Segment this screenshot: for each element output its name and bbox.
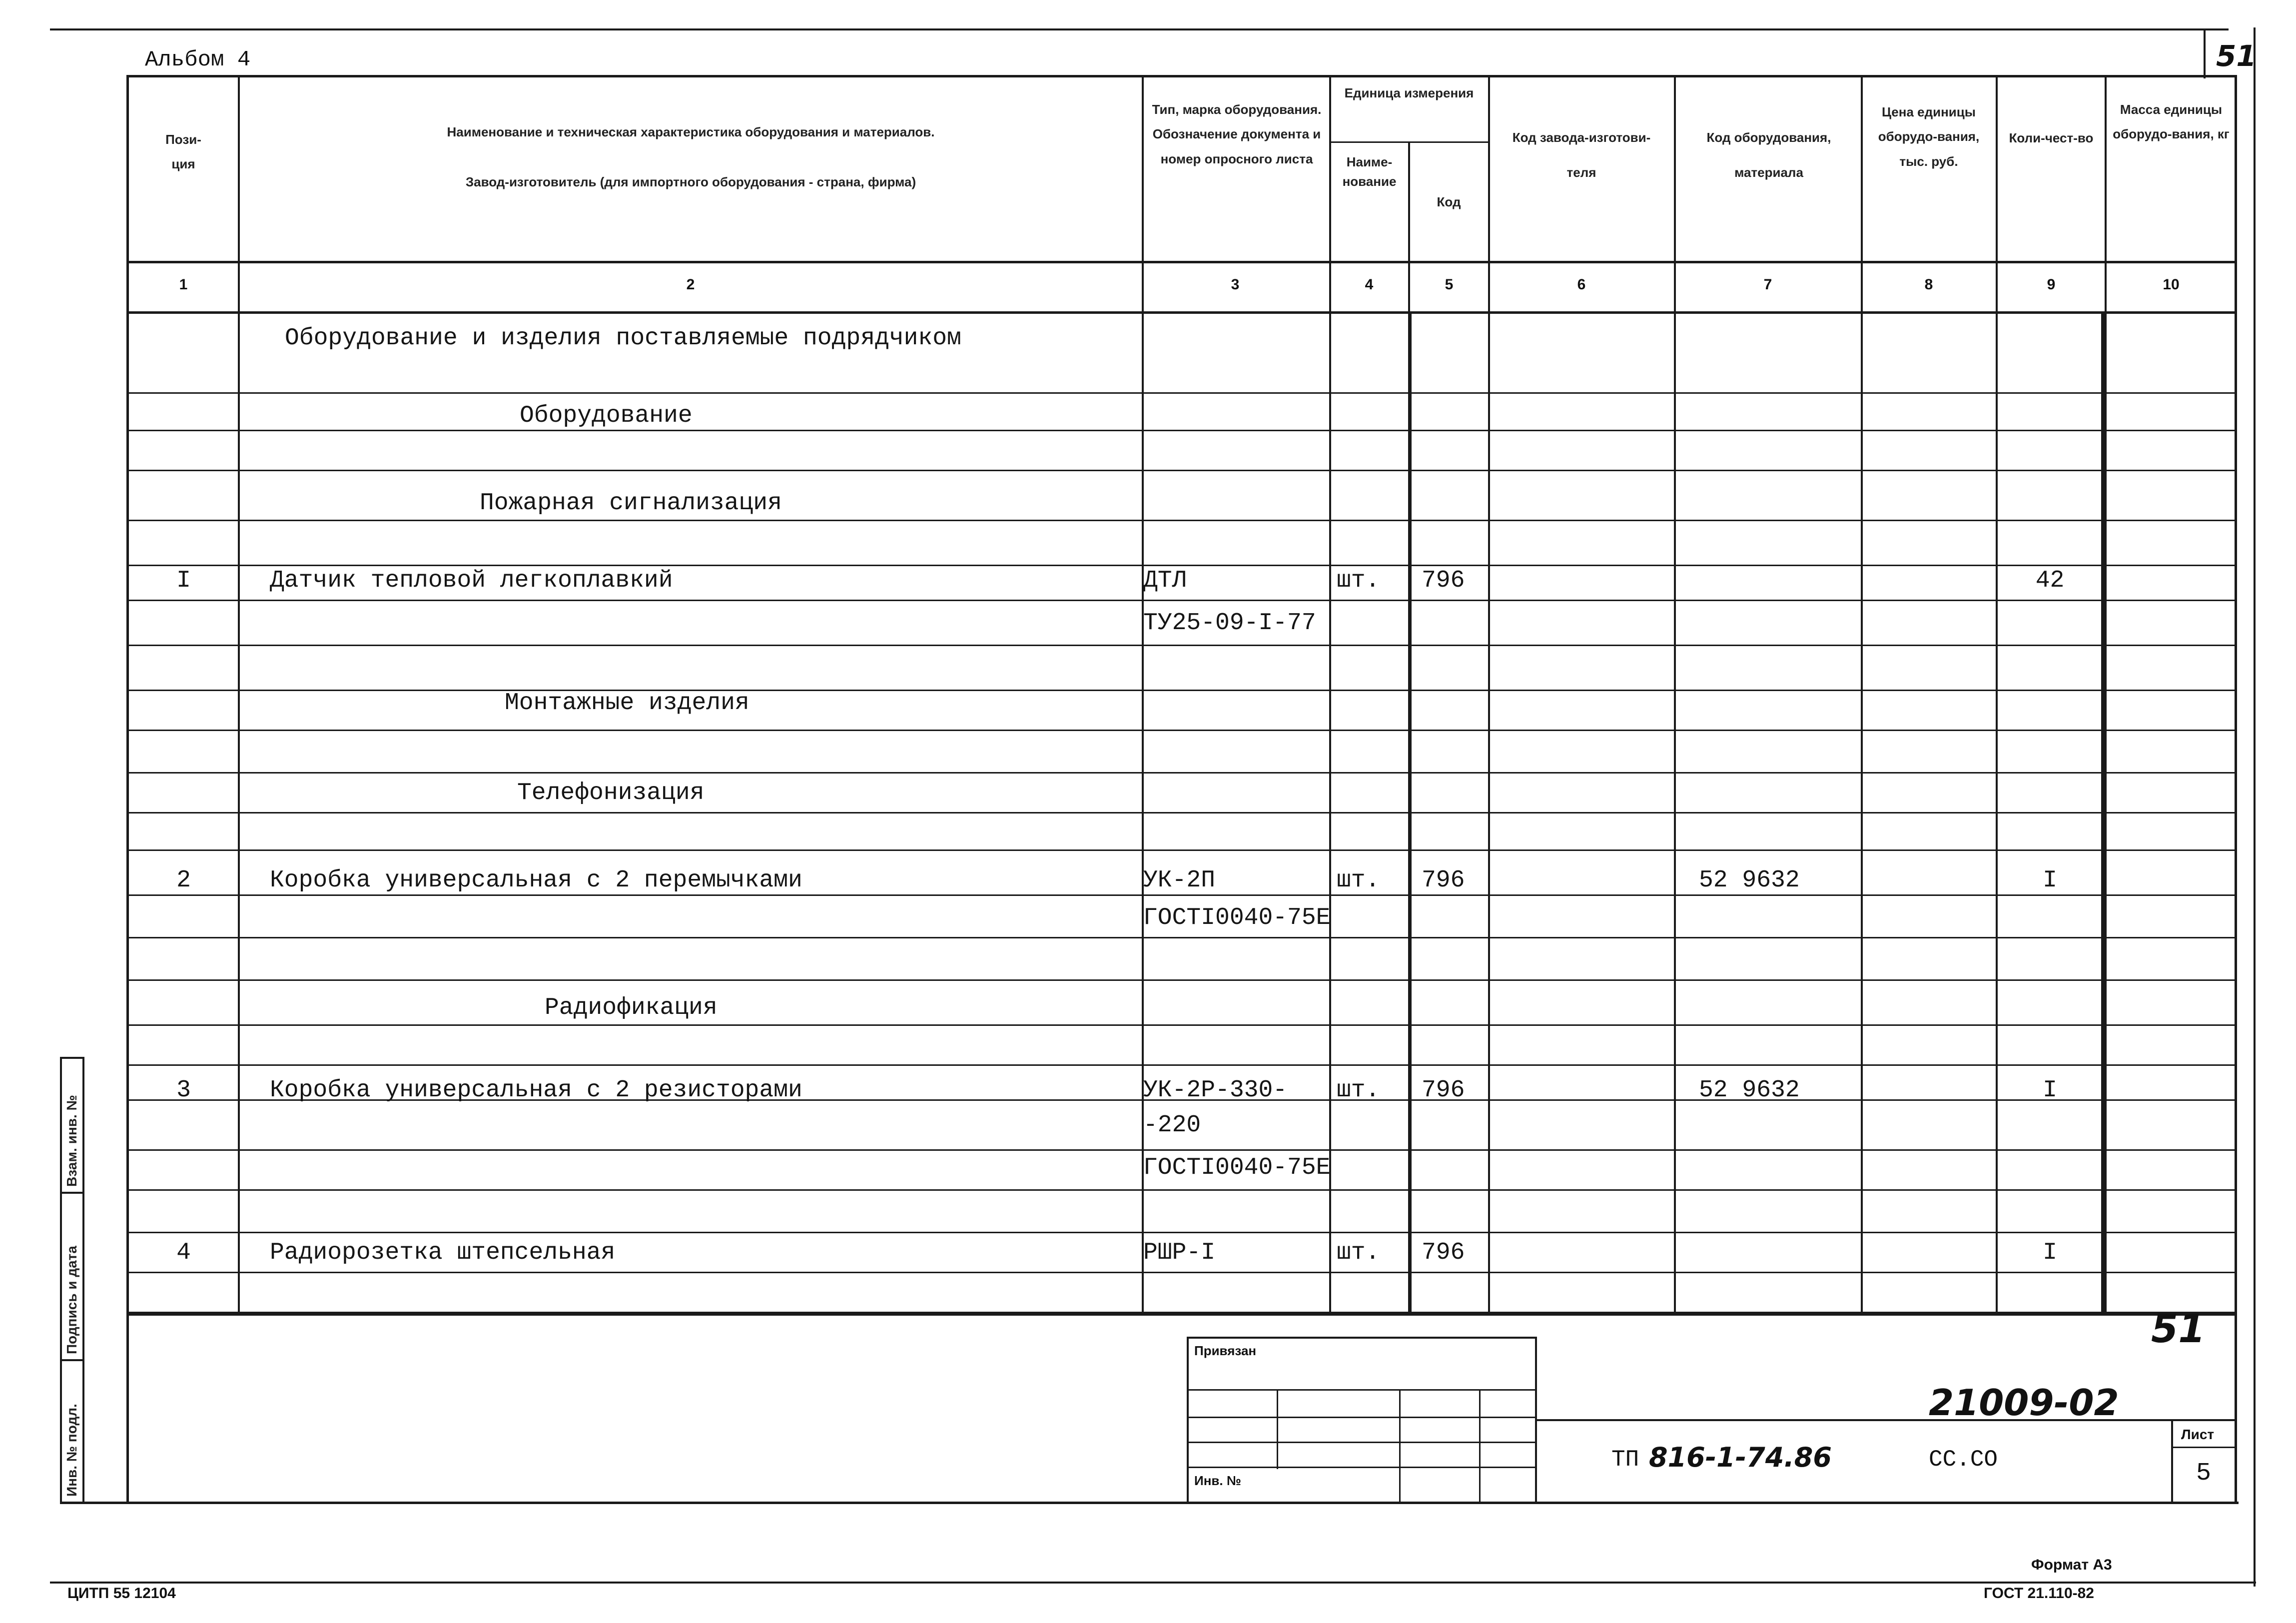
cell-name: Датчик тепловой легкоплавкий (270, 567, 673, 594)
column-number: 2 (686, 276, 695, 293)
row-divider (127, 812, 2236, 813)
cell-type: ГОСТI0040-75Е (1143, 904, 1331, 931)
column-number: 4 (1365, 276, 1374, 293)
body-bottom (127, 1313, 2236, 1316)
album-label: Альбом 4 (145, 47, 251, 72)
column-number: 6 (1577, 276, 1586, 293)
footer-left: ЦИТП 55 12104 (67, 1585, 176, 1602)
bold-code-col (1408, 312, 1412, 1314)
column-number: 3 (1231, 276, 1240, 293)
side-stamp-replace-inv: Взам. инв. № (64, 1095, 79, 1187)
column-number: 7 (1763, 276, 1772, 293)
tb-col-3 (1479, 1389, 1481, 1504)
column-number: 9 (2047, 276, 2056, 293)
row-divider (127, 1272, 2236, 1273)
row-divider (127, 1189, 2236, 1191)
side-stamp-inv-original: Инв. № подл. (64, 1404, 79, 1497)
cell-position: 3 (176, 1077, 191, 1104)
cell-name: Оборудование (520, 402, 693, 429)
side-stamp-left (60, 1057, 62, 1504)
frame-bottom (60, 1502, 2239, 1504)
header-equip-code: Код оборудования, материала (1706, 130, 1831, 180)
tb-col-2 (1399, 1389, 1401, 1504)
header-type: Тип, марка оборудования. Обозначение документа и номер опросного листа (1152, 102, 1322, 166)
doc-prefix: ТП (1611, 1447, 1639, 1473)
tb-box-top (1187, 1337, 1536, 1339)
cell-name: Монтажные изделия (505, 690, 750, 717)
cell-type: -220 (1143, 1112, 1201, 1139)
column-number: 10 (2163, 276, 2180, 293)
doc-number: 816-1-74.86 (1649, 1442, 1832, 1473)
header-factory-code: Код завода-изготови-теля (1512, 130, 1651, 180)
cell-name: Телефонизация (517, 780, 705, 807)
cell-unit-code: 796 (1422, 867, 1465, 894)
cell-type: РШР-I (1143, 1239, 1216, 1266)
footer-gost: ГОСТ 21.110-82 (1984, 1585, 2094, 1602)
list-label: Лист (2181, 1427, 2215, 1442)
row-divider (127, 894, 2236, 896)
doc-code: СС.СО (1929, 1447, 1998, 1473)
list-number: 5 (2196, 1459, 2212, 1488)
tb-box-left (1187, 1337, 1189, 1504)
handwritten-project-code: 21009-02 (1929, 1382, 2119, 1424)
page-bottom (50, 1582, 2256, 1584)
row-divider (127, 600, 2236, 601)
header-unit-code: Код (1437, 194, 1461, 209)
header-bottom (127, 261, 2236, 263)
cell-unit: шт. (1337, 867, 1380, 894)
handwritten-sheet-51: 51 (2151, 1307, 2206, 1352)
row-divider (127, 392, 2236, 394)
cell-quantity: I (2043, 1239, 2057, 1266)
side-stamp-right (82, 1057, 84, 1504)
row-divider (127, 1149, 2236, 1151)
cell-equip-code: 52 9632 (1699, 867, 1800, 894)
cell-type: ДТЛ (1143, 567, 1187, 594)
row-divider (127, 645, 2236, 646)
header-unit-name: Наиме-нование (1342, 154, 1397, 189)
cell-position: 2 (176, 867, 191, 894)
cell-name: Радиорозетка штепсельная (270, 1239, 616, 1266)
cell-quantity: I (2043, 1077, 2057, 1104)
cell-type: ГОСТI0040-75Е (1143, 1154, 1331, 1181)
cell-type: УК-2Р-330- (1143, 1077, 1288, 1104)
side-stamp-top (60, 1057, 84, 1059)
inv-no-label: Инв. № (1194, 1473, 1241, 1488)
cell-equip-code: 52 9632 (1699, 1077, 1800, 1104)
top-rule (50, 28, 2229, 30)
row-divider (127, 772, 2236, 774)
side-div-1 (60, 1192, 84, 1194)
sheet-corner-number: 51 (2216, 39, 2257, 73)
cell-position: 4 (176, 1239, 191, 1266)
row-divider (127, 937, 2236, 938)
cell-unit: шт. (1337, 1239, 1380, 1266)
privyazan-label: Привязан (1194, 1343, 1257, 1358)
row-divider (127, 430, 2236, 431)
side-stamp-signature-date: Подпись и дата (64, 1246, 79, 1354)
footer-format: Формат А3 (2031, 1557, 2112, 1573)
cell-position: I (176, 567, 191, 594)
cell-quantity: 42 (2035, 567, 2065, 594)
header-name-b: Завод-изготовитель (для импортного оборудования - страна, фирма) (465, 174, 916, 189)
frame-top (127, 75, 2236, 77)
cell-unit: шт. (1337, 567, 1380, 594)
header-pos: Пози- ция (165, 132, 201, 172)
cell-name: Коробка универсальная с 2 перемычками (270, 867, 802, 894)
header-price: Цена единицы оборудо-вания, тыс. руб. (1878, 104, 1980, 169)
cell-unit-code: 796 (1422, 1077, 1465, 1104)
tb-col-1 (1277, 1389, 1278, 1469)
header-unit: Единица измерения (1344, 85, 1474, 100)
row-divider (127, 849, 2236, 851)
cell-name: Пожарная сигнализация (480, 490, 782, 517)
cell-type: УК-2П (1143, 867, 1216, 894)
tb-list-left (2171, 1419, 2173, 1504)
frame-left (126, 75, 129, 1504)
side-div-2 (60, 1359, 84, 1361)
frame-right (2235, 75, 2237, 1504)
tb-list-split (2171, 1447, 2236, 1448)
column-number: 8 (1924, 276, 1933, 293)
row-divider (127, 690, 2236, 691)
tb-row-4 (1187, 1467, 1536, 1468)
tb-row-3 (1187, 1442, 1536, 1443)
tb-row-1 (1187, 1389, 1536, 1391)
tb-row-2 (1187, 1417, 1536, 1418)
row-divider (127, 1064, 2236, 1066)
unit-split (1329, 141, 1489, 143)
cell-type: ТУ25-09-I-77 (1143, 610, 1316, 637)
row-divider (127, 730, 2236, 731)
cell-quantity: I (2043, 867, 2057, 894)
corner-box-left (2204, 28, 2206, 78)
column-number: 5 (1445, 276, 1454, 293)
header-name-a: Наименование и техническая характеристика оборудования и материалов. (447, 124, 935, 139)
row-divider (127, 565, 2236, 566)
row-divider (127, 1232, 2236, 1233)
column-number: 1 (179, 276, 188, 293)
cell-unit-code: 796 (1422, 1239, 1465, 1266)
header-qty: Коли-чест-во (2009, 130, 2094, 145)
tb-main-top (1536, 1419, 2236, 1421)
bold-qty-col (2101, 312, 2105, 1314)
cell-name: Оборудование и изделия поставляемые подрядчиком (285, 325, 961, 352)
cell-name: Радиофикация (545, 994, 718, 1021)
row-divider (127, 979, 2236, 981)
header-mass: Масса единицы оборудо-вания, кг (2113, 102, 2230, 142)
colnum-bottom (127, 311, 2236, 314)
cell-unit: шт. (1337, 1077, 1380, 1104)
row-divider (127, 520, 2236, 521)
cell-unit-code: 796 (1422, 567, 1465, 594)
row-divider (127, 1024, 2236, 1026)
outer-right (2254, 27, 2256, 1587)
cell-name: Коробка универсальная с 2 резисторами (270, 1077, 802, 1104)
row-divider (127, 470, 2236, 471)
